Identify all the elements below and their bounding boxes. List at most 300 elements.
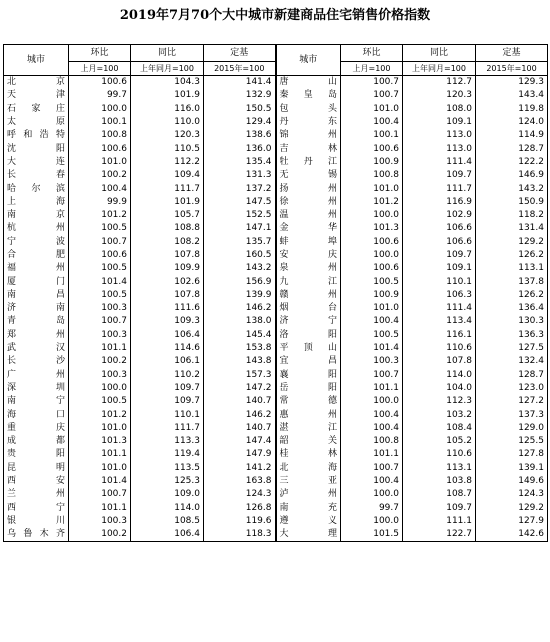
city-name-cell: 南 京: [4, 209, 69, 222]
dj-value-cell: 147.2: [204, 382, 276, 395]
dj-value-cell: 131.3: [204, 169, 276, 182]
city-name-cell: 赣 州: [276, 289, 341, 302]
hb-value-cell: 100.4: [69, 182, 131, 195]
page-title: 2019年7月70个大中城市新建商品住宅销售价格指数: [119, 8, 431, 23]
city-name-cell: 九 江: [276, 275, 341, 288]
dj-value-cell: 156.9: [204, 275, 276, 288]
hb-value-cell: 101.0: [69, 462, 131, 475]
tb-value-cell: 112.7: [403, 76, 476, 90]
table-row: [4, 422, 548, 435]
dj-value-cell: 147.1: [204, 222, 276, 235]
table-row: [4, 382, 548, 395]
tb-value-cell: 109.0: [131, 488, 204, 501]
tb-value-cell: 108.5: [131, 515, 204, 528]
city-name-cell: 宁 波: [4, 236, 69, 249]
tb-value-cell: 111.7: [403, 182, 476, 195]
table-row: [4, 488, 548, 501]
city-name-cell: 无 锡: [276, 169, 341, 182]
hb-value-cell: 100.0: [341, 209, 403, 222]
dj-value-cell: 150.9: [476, 196, 548, 209]
hb-value-cell: 101.0: [69, 156, 131, 169]
city-name-cell: 杭 州: [4, 222, 69, 235]
tb-value-cell: 107.8: [403, 355, 476, 368]
tb-value-cell: 120.3: [131, 129, 204, 142]
dj-value-cell: 145.4: [204, 329, 276, 342]
city-name-cell: 呼和浩特: [4, 129, 69, 142]
hb-value-cell: 100.4: [341, 475, 403, 488]
base-tb-right: 上年同月=100: [403, 62, 476, 76]
hb-value-cell: 101.4: [69, 475, 131, 488]
dj-value-cell: 163.8: [204, 475, 276, 488]
col-header-tb-left: 同比: [131, 45, 204, 62]
city-name-cell: 南 宁: [4, 395, 69, 408]
tb-value-cell: 109.7: [131, 382, 204, 395]
hb-value-cell: 100.7: [341, 369, 403, 382]
hb-value-cell: 100.1: [69, 116, 131, 129]
col-header-hb-right: 环比: [341, 45, 403, 62]
tb-value-cell: 103.2: [403, 408, 476, 421]
hb-value-cell: 100.7: [69, 236, 131, 249]
tb-value-cell: 108.7: [403, 488, 476, 501]
table-row: [4, 222, 548, 235]
city-name-cell: 长 沙: [4, 355, 69, 368]
city-name-cell: 银 川: [4, 515, 69, 528]
tb-value-cell: 120.3: [403, 89, 476, 102]
table-row: [4, 302, 548, 315]
city-name-cell: 唐 山: [276, 76, 341, 90]
tb-value-cell: 113.0: [403, 142, 476, 155]
tb-value-cell: 113.3: [131, 435, 204, 448]
city-name-cell: 安 庆: [276, 249, 341, 262]
dj-value-cell: 126.2: [476, 249, 548, 262]
city-name-cell: 宜 昌: [276, 355, 341, 368]
table-row: [4, 249, 548, 262]
city-name-cell: 长 春: [4, 169, 69, 182]
tb-value-cell: 113.0: [403, 129, 476, 142]
city-name-cell: 沈 阳: [4, 142, 69, 155]
tb-value-cell: 113.5: [131, 462, 204, 475]
tb-value-cell: 112.2: [131, 156, 204, 169]
city-name-cell: 秦皇岛: [276, 89, 341, 102]
city-name-cell: 吉 林: [276, 142, 341, 155]
dj-value-cell: 126.2: [476, 289, 548, 302]
city-name-cell: 烟 台: [276, 302, 341, 315]
hb-value-cell: 100.5: [69, 395, 131, 408]
dj-value-cell: 152.5: [204, 209, 276, 222]
city-name-cell: 大 连: [4, 156, 69, 169]
tb-value-cell: 102.9: [403, 209, 476, 222]
tb-value-cell: 116.0: [131, 103, 204, 116]
hb-value-cell: 100.8: [341, 169, 403, 182]
hb-value-cell: 100.4: [341, 315, 403, 328]
tb-value-cell: 109.9: [131, 262, 204, 275]
city-name-cell: 南 充: [276, 502, 341, 515]
hb-value-cell: 100.6: [341, 236, 403, 249]
dj-value-cell: 127.2: [476, 395, 548, 408]
dj-value-cell: 138.0: [204, 315, 276, 328]
col-header-city-right: 城市: [276, 45, 341, 76]
tb-value-cell: 125.3: [131, 475, 204, 488]
dj-value-cell: 130.3: [476, 315, 548, 328]
table-row: [4, 462, 548, 475]
city-name-cell: 哈尔滨: [4, 182, 69, 195]
city-name-cell: 济 宁: [276, 315, 341, 328]
tb-value-cell: 109.7: [403, 502, 476, 515]
city-name-cell: 西 宁: [4, 502, 69, 515]
city-name-cell: 遵 义: [276, 515, 341, 528]
tb-value-cell: 105.2: [403, 435, 476, 448]
tb-value-cell: 109.4: [131, 169, 204, 182]
table-row: [4, 475, 548, 488]
city-name-cell: 锦 州: [276, 129, 341, 142]
hb-value-cell: 101.3: [341, 222, 403, 235]
tb-value-cell: 104.3: [131, 76, 204, 90]
city-name-cell: 泸 州: [276, 488, 341, 501]
tb-value-cell: 107.8: [131, 289, 204, 302]
city-name-cell: 岳 阳: [276, 382, 341, 395]
base-hb-right: 上月=100: [341, 62, 403, 76]
hb-value-cell: 100.2: [69, 528, 131, 542]
dj-value-cell: 138.6: [204, 129, 276, 142]
tb-value-cell: 111.1: [403, 515, 476, 528]
hb-value-cell: 101.1: [341, 382, 403, 395]
table-row: [4, 435, 548, 448]
table-row: [4, 89, 548, 102]
table-row: [4, 289, 548, 302]
table-row: [4, 103, 548, 116]
city-name-cell: 乌鲁木齐: [4, 528, 69, 542]
table-row: [4, 315, 548, 328]
dj-value-cell: 119.6: [204, 515, 276, 528]
tb-value-cell: 111.4: [403, 302, 476, 315]
base-tb-left: 上年同月=100: [131, 62, 204, 76]
hb-value-cell: 100.6: [69, 76, 131, 90]
hb-value-cell: 100.8: [341, 435, 403, 448]
dj-value-cell: 129.3: [476, 76, 548, 90]
tb-value-cell: 114.0: [131, 502, 204, 515]
price-index-table: [3, 44, 548, 542]
dj-value-cell: 136.4: [476, 302, 548, 315]
hb-value-cell: 100.3: [69, 369, 131, 382]
city-name-cell: 石家庄: [4, 103, 69, 116]
dj-value-cell: 128.7: [476, 142, 548, 155]
hb-value-cell: 100.5: [69, 222, 131, 235]
city-name-cell: 金 华: [276, 222, 341, 235]
table-row: [4, 129, 548, 142]
tb-value-cell: 116.9: [403, 196, 476, 209]
tb-value-cell: 110.6: [403, 342, 476, 355]
hb-value-cell: 100.3: [69, 302, 131, 315]
hb-value-cell: 101.5: [341, 528, 403, 542]
city-name-cell: 大 理: [276, 528, 341, 542]
dj-value-cell: 136.0: [204, 142, 276, 155]
dj-value-cell: 140.7: [204, 395, 276, 408]
city-name-cell: 广 州: [4, 369, 69, 382]
dj-value-cell: 124.3: [476, 488, 548, 501]
dj-value-cell: 139.9: [204, 289, 276, 302]
hb-value-cell: 100.2: [69, 169, 131, 182]
city-name-cell: 平顶山: [276, 342, 341, 355]
city-name-cell: 洛 阳: [276, 329, 341, 342]
hb-value-cell: 100.3: [69, 515, 131, 528]
table-row: [4, 169, 548, 182]
dj-value-cell: 123.0: [476, 382, 548, 395]
tb-value-cell: 109.7: [403, 169, 476, 182]
city-name-cell: 丹 东: [276, 116, 341, 129]
table-row: [4, 156, 548, 169]
dj-value-cell: 157.3: [204, 369, 276, 382]
hb-value-cell: 101.0: [69, 422, 131, 435]
tb-value-cell: 114.6: [131, 342, 204, 355]
dj-value-cell: 128.7: [476, 369, 548, 382]
dj-value-cell: 113.1: [476, 262, 548, 275]
col-header-city-left: 城市: [4, 45, 69, 76]
city-name-cell: 桂 林: [276, 448, 341, 461]
table-row: [4, 262, 548, 275]
col-header-dj-right: 定基: [476, 45, 548, 62]
hb-value-cell: 101.4: [69, 275, 131, 288]
dj-value-cell: 137.3: [476, 408, 548, 421]
base-dj-left: 2015年=100: [204, 62, 276, 76]
city-name-cell: 西 安: [4, 475, 69, 488]
dj-value-cell: 141.4: [204, 76, 276, 90]
dj-value-cell: 135.4: [204, 156, 276, 169]
city-name-cell: 襄 阳: [276, 369, 341, 382]
dj-value-cell: 143.8: [204, 355, 276, 368]
dj-value-cell: 149.6: [476, 475, 548, 488]
city-name-cell: 青 岛: [4, 315, 69, 328]
hb-value-cell: 100.4: [341, 408, 403, 421]
table-row: [4, 275, 548, 288]
hb-value-cell: 100.4: [341, 422, 403, 435]
hb-value-cell: 99.7: [69, 89, 131, 102]
hb-value-cell: 101.1: [69, 448, 131, 461]
hb-value-cell: 100.7: [69, 315, 131, 328]
table-row: [4, 355, 548, 368]
dj-value-cell: 135.7: [204, 236, 276, 249]
dj-value-cell: 125.5: [476, 435, 548, 448]
table-row: [4, 448, 548, 461]
tb-value-cell: 108.0: [403, 103, 476, 116]
dj-value-cell: 124.3: [204, 488, 276, 501]
tb-value-cell: 107.8: [131, 249, 204, 262]
city-name-cell: 天 津: [4, 89, 69, 102]
hb-value-cell: 100.6: [341, 142, 403, 155]
hb-value-cell: 100.0: [341, 249, 403, 262]
hb-value-cell: 100.7: [341, 76, 403, 90]
base-hb-left: 上月=100: [69, 62, 131, 76]
dj-value-cell: 118.2: [476, 209, 548, 222]
hb-value-cell: 101.4: [341, 342, 403, 355]
city-name-cell: 海 口: [4, 408, 69, 421]
dj-value-cell: 124.0: [476, 116, 548, 129]
tb-value-cell: 113.1: [403, 462, 476, 475]
tb-value-cell: 114.0: [403, 369, 476, 382]
tb-value-cell: 109.3: [131, 315, 204, 328]
hb-value-cell: 100.2: [69, 355, 131, 368]
tb-value-cell: 110.6: [403, 448, 476, 461]
hb-value-cell: 100.9: [341, 156, 403, 169]
tb-value-cell: 112.3: [403, 395, 476, 408]
tb-value-cell: 111.6: [131, 302, 204, 315]
dj-value-cell: 126.8: [204, 502, 276, 515]
col-header-dj-left: 定基: [204, 45, 276, 62]
table-row: [4, 142, 548, 155]
dj-value-cell: 146.9: [476, 169, 548, 182]
city-name-cell: 兰 州: [4, 488, 69, 501]
city-name-cell: 济 南: [4, 302, 69, 315]
hb-value-cell: 100.1: [341, 129, 403, 142]
dj-value-cell: 132.4: [476, 355, 548, 368]
table-row: [4, 408, 548, 421]
city-name-cell: 深 圳: [4, 382, 69, 395]
city-name-cell: 重 庆: [4, 422, 69, 435]
hb-value-cell: 100.6: [69, 249, 131, 262]
hb-value-cell: 100.9: [341, 289, 403, 302]
hb-value-cell: 101.2: [69, 209, 131, 222]
dj-value-cell: 143.4: [476, 89, 548, 102]
dj-value-cell: 127.8: [476, 448, 548, 461]
dj-value-cell: 146.2: [204, 302, 276, 315]
tb-value-cell: 106.6: [403, 236, 476, 249]
dj-value-cell: 137.8: [476, 275, 548, 288]
tb-value-cell: 106.4: [131, 329, 204, 342]
tb-value-cell: 109.7: [403, 249, 476, 262]
tb-value-cell: 101.9: [131, 89, 204, 102]
tb-value-cell: 109.1: [403, 116, 476, 129]
city-name-cell: 福 州: [4, 262, 69, 275]
tb-value-cell: 119.4: [131, 448, 204, 461]
hb-value-cell: 100.7: [341, 462, 403, 475]
hb-value-cell: 101.0: [341, 302, 403, 315]
base-dj-right: 2015年=100: [476, 62, 548, 76]
city-name-cell: 南 昌: [4, 289, 69, 302]
table-row: [4, 528, 548, 542]
hb-value-cell: 101.3: [69, 435, 131, 448]
city-name-cell: 北 海: [276, 462, 341, 475]
tb-value-cell: 108.2: [131, 236, 204, 249]
dj-value-cell: 129.2: [476, 236, 548, 249]
city-name-cell: 太 原: [4, 116, 69, 129]
city-name-cell: 昆 明: [4, 462, 69, 475]
dj-value-cell: 129.0: [476, 422, 548, 435]
dj-value-cell: 142.6: [476, 528, 548, 542]
tb-value-cell: 116.1: [403, 329, 476, 342]
col-header-hb-left: 环比: [69, 45, 131, 62]
table-row: [4, 342, 548, 355]
hb-value-cell: 100.6: [341, 262, 403, 275]
city-name-cell: 牡丹江: [276, 156, 341, 169]
tb-value-cell: 105.7: [131, 209, 204, 222]
city-name-cell: 北 京: [4, 76, 69, 90]
dj-value-cell: 129.2: [476, 502, 548, 515]
hb-value-cell: 100.0: [341, 515, 403, 528]
dj-value-cell: 153.8: [204, 342, 276, 355]
hb-value-cell: 100.0: [341, 488, 403, 501]
header-row: [4, 45, 548, 62]
city-name-cell: 郑 州: [4, 329, 69, 342]
tb-value-cell: 106.4: [131, 528, 204, 542]
tb-value-cell: 111.7: [131, 422, 204, 435]
tb-value-cell: 106.3: [403, 289, 476, 302]
tb-value-cell: 106.1: [131, 355, 204, 368]
tb-value-cell: 113.4: [403, 315, 476, 328]
hb-value-cell: 100.7: [69, 488, 131, 501]
dj-value-cell: 160.5: [204, 249, 276, 262]
city-name-cell: 上 海: [4, 196, 69, 209]
hb-value-cell: 100.8: [69, 129, 131, 142]
tb-value-cell: 109.1: [403, 262, 476, 275]
hb-value-cell: 100.5: [341, 329, 403, 342]
hb-value-cell: 101.0: [341, 103, 403, 116]
city-name-cell: 韶 关: [276, 435, 341, 448]
dj-value-cell: 139.1: [476, 462, 548, 475]
table-row: [4, 182, 548, 195]
hb-value-cell: 101.1: [341, 448, 403, 461]
city-name-cell: 成 都: [4, 435, 69, 448]
table-row: [4, 209, 548, 222]
city-name-cell: 贵 阳: [4, 448, 69, 461]
city-name-cell: 惠 州: [276, 408, 341, 421]
dj-value-cell: 147.9: [204, 448, 276, 461]
table-row: [4, 515, 548, 528]
table-row: [4, 369, 548, 382]
hb-value-cell: 101.2: [69, 408, 131, 421]
dj-value-cell: 141.2: [204, 462, 276, 475]
hb-value-cell: 100.6: [69, 142, 131, 155]
tb-value-cell: 122.7: [403, 528, 476, 542]
dj-value-cell: 127.5: [476, 342, 548, 355]
dj-value-cell: 150.5: [204, 103, 276, 116]
table-row: [4, 76, 548, 90]
dj-value-cell: 118.3: [204, 528, 276, 542]
city-name-cell: 合 肥: [4, 249, 69, 262]
city-name-cell: 温 州: [276, 209, 341, 222]
dj-value-cell: 131.4: [476, 222, 548, 235]
tb-value-cell: 106.6: [403, 222, 476, 235]
dj-value-cell: 132.9: [204, 89, 276, 102]
dj-value-cell: 137.2: [204, 182, 276, 195]
table-row: [4, 329, 548, 342]
tb-value-cell: 110.1: [131, 408, 204, 421]
hb-value-cell: 100.4: [341, 116, 403, 129]
table-row: [4, 236, 548, 249]
tb-value-cell: 111.4: [403, 156, 476, 169]
hb-value-cell: 100.0: [69, 103, 131, 116]
tb-value-cell: 101.9: [131, 196, 204, 209]
city-name-cell: 包 头: [276, 103, 341, 116]
dj-value-cell: 143.2: [204, 262, 276, 275]
city-name-cell: 三 亚: [276, 475, 341, 488]
hb-value-cell: 99.9: [69, 196, 131, 209]
tb-value-cell: 110.2: [131, 369, 204, 382]
hb-value-cell: 100.5: [69, 289, 131, 302]
city-name-cell: 徐 州: [276, 196, 341, 209]
tb-value-cell: 110.5: [131, 142, 204, 155]
hb-value-cell: 100.5: [69, 262, 131, 275]
hb-value-cell: 100.3: [69, 329, 131, 342]
hb-value-cell: 100.5: [341, 275, 403, 288]
city-name-cell: 武 汉: [4, 342, 69, 355]
table-row: [4, 395, 548, 408]
city-name-cell: 常 德: [276, 395, 341, 408]
tb-value-cell: 104.0: [403, 382, 476, 395]
hb-value-cell: 100.7: [341, 89, 403, 102]
table-row: [4, 196, 548, 209]
hb-value-cell: 100.0: [69, 382, 131, 395]
tb-value-cell: 110.0: [131, 116, 204, 129]
tb-value-cell: 108.8: [131, 222, 204, 235]
